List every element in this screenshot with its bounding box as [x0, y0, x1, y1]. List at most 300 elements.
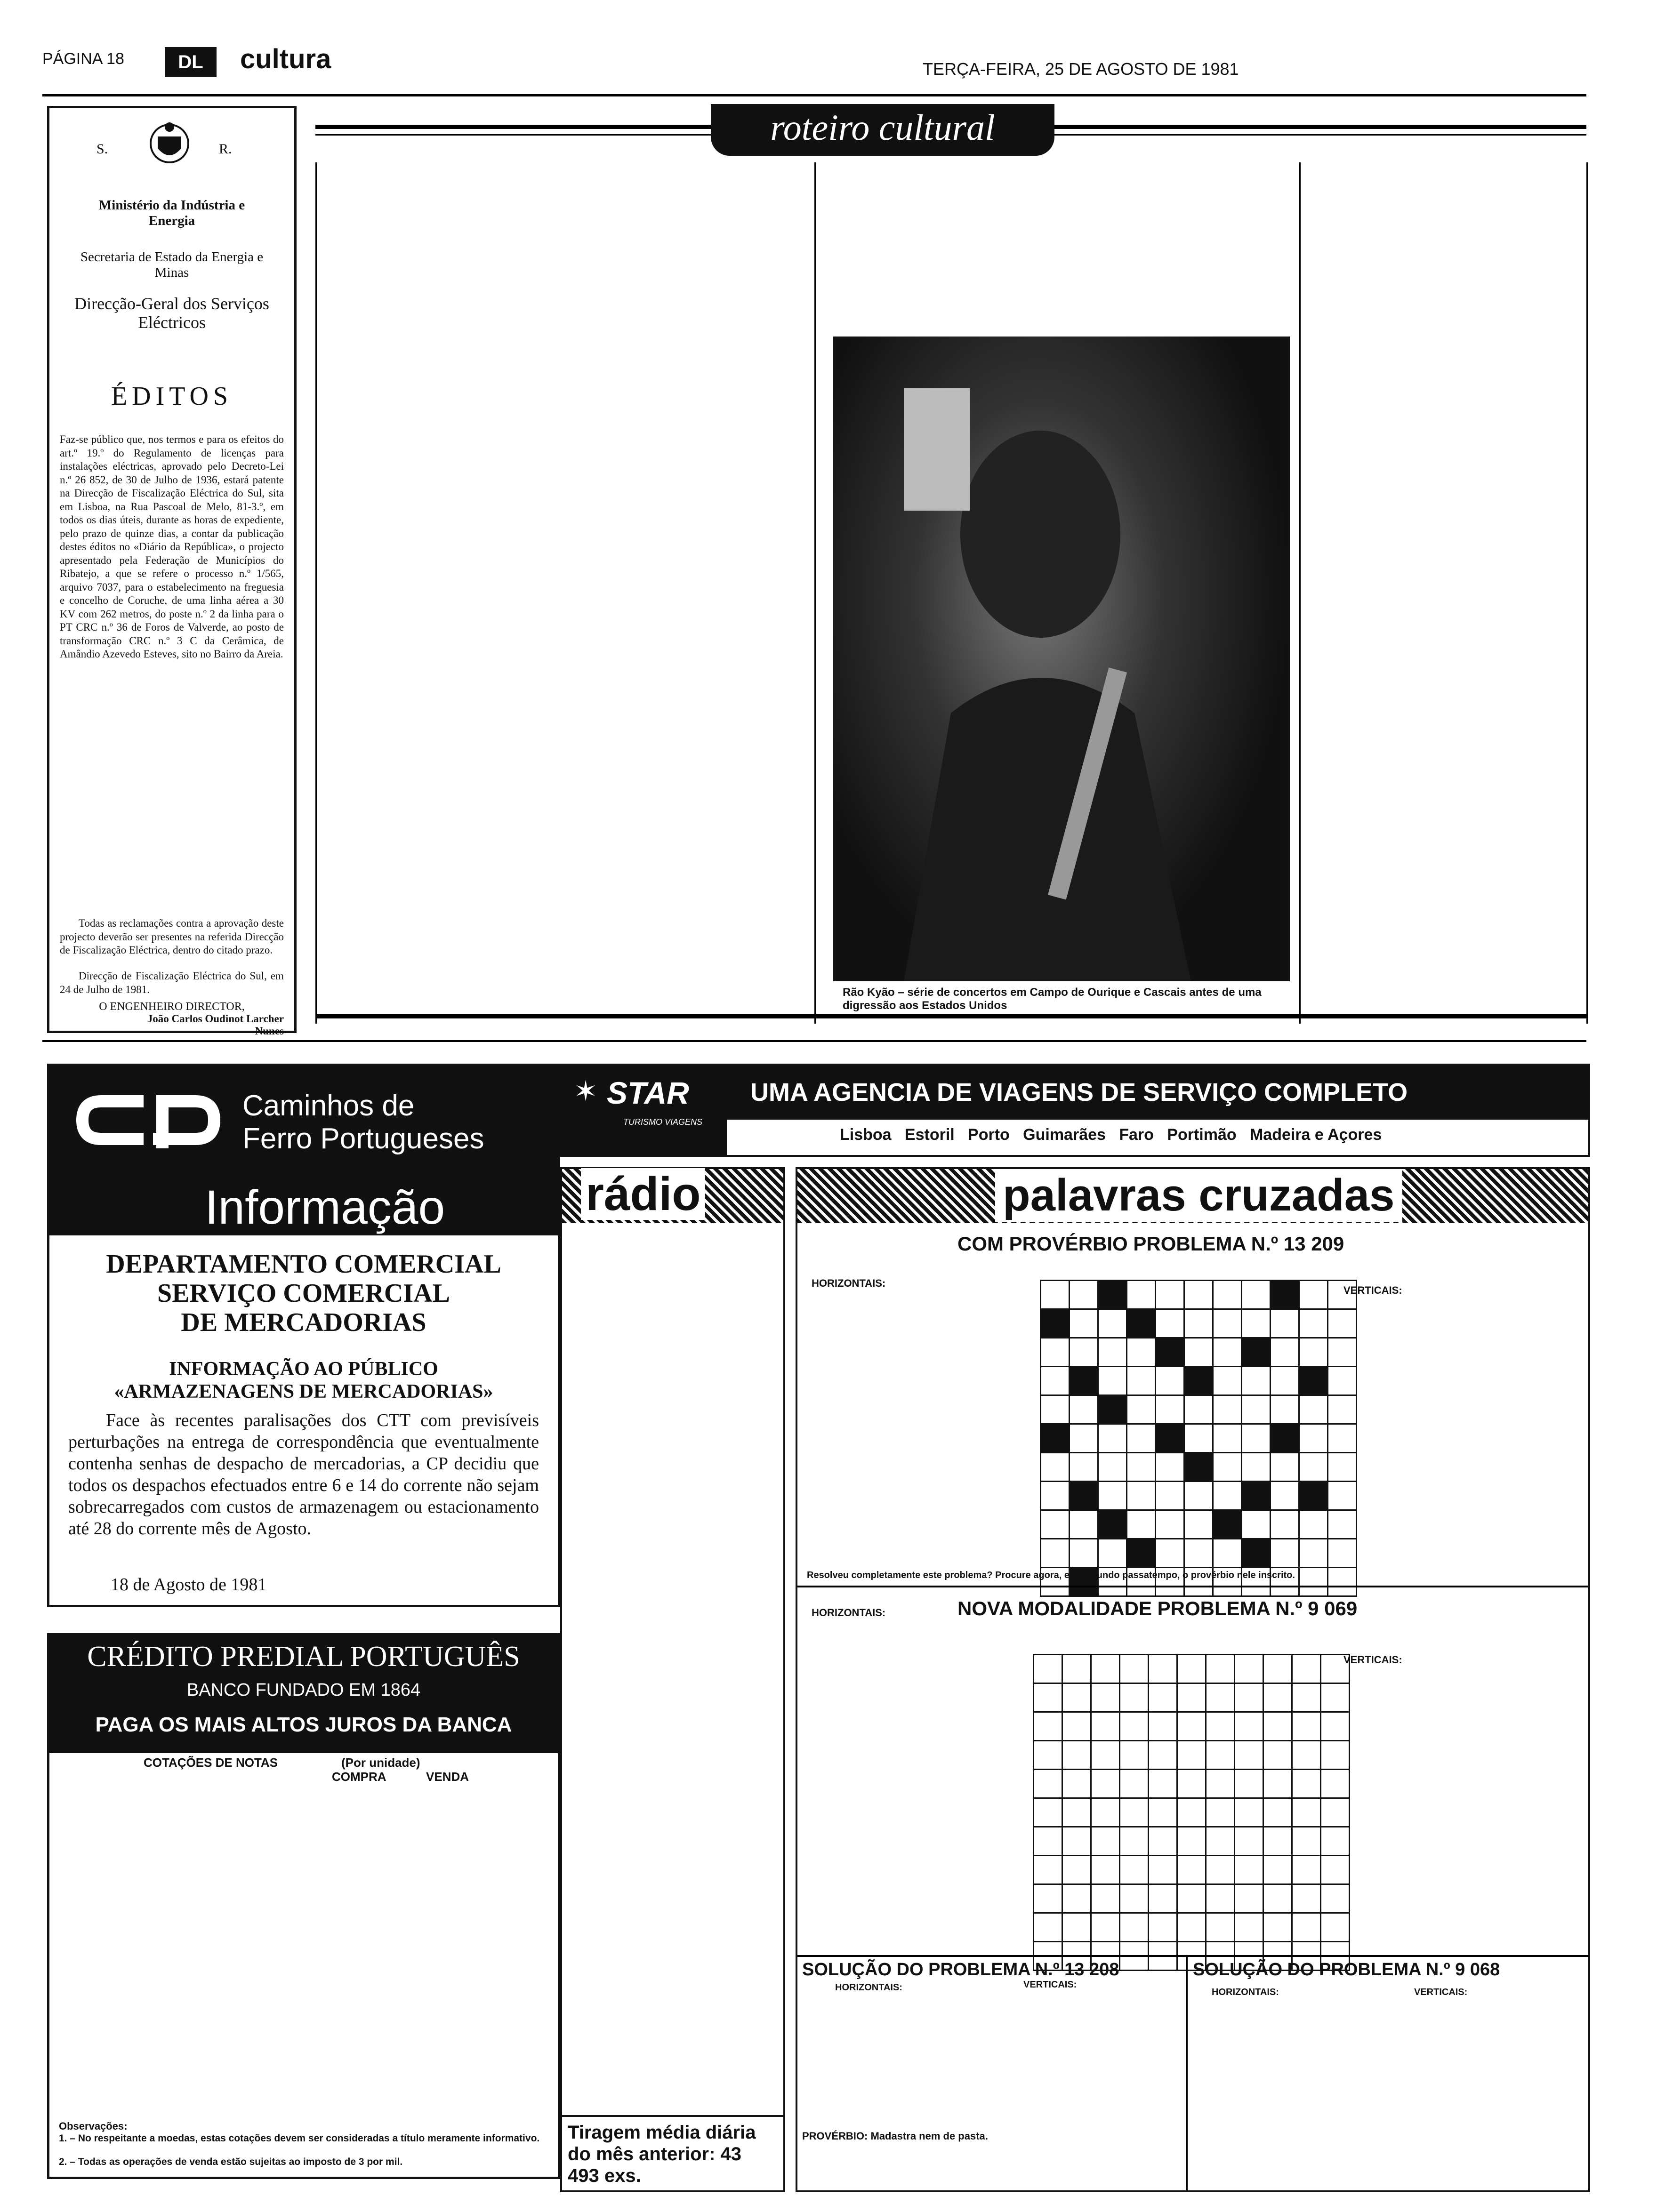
- rates-row: [59, 1871, 548, 1885]
- grid-cell: [1206, 1770, 1235, 1798]
- problem-1-horizontal-clues: [821, 1296, 1000, 1297]
- grid-cell: [1321, 1712, 1350, 1741]
- grid-cell: [1292, 1770, 1321, 1798]
- cp-dept-line-3: DE MERCADORIAS: [181, 1308, 426, 1337]
- grid-cell: [1299, 1309, 1328, 1338]
- grid-cell: [1062, 1770, 1091, 1798]
- grid-cell: [1149, 1856, 1177, 1884]
- grid-cell: [1321, 1827, 1350, 1856]
- grid-cell: [1098, 1424, 1127, 1453]
- rates-row: [59, 2068, 548, 2083]
- grid-cell: [1127, 1453, 1156, 1482]
- star-logo-sub: TURISMO VIAGENS: [623, 1117, 703, 1127]
- rao-kyao-photo: [833, 337, 1290, 981]
- grid-cell: [1263, 1712, 1292, 1741]
- grid-cell: [1034, 1655, 1062, 1683]
- grid-cell: [1098, 1309, 1127, 1338]
- bank-header: [49, 1635, 558, 1753]
- editos-box: [47, 106, 297, 1037]
- grid-cell: [1328, 1395, 1357, 1424]
- grid-cell: [1034, 1856, 1062, 1884]
- editos-body: Faz-se público que, nos termos e para os efeitos do art.º 19.º do Regulamento de licenças para instalações eléctricas, aprovado pelo Decreto-Lei n.º 26 852, de 30 de Julho de 1936, estará patente na Direcção de Fiscalização Eléctrica do Sul, sita em Lisboa, na Rua Pascoal de Melo, 81-3.º, em todos os dias úteis, durante as horas de expediente, pelo prazo de quinze dias, a contar da publicação destes éditos no «Diário da República», o projecto apresentado pela Federação de Municípios do Ribatejo, a que se refere o processo n.º 1/565, arquivo 7037, para o estabelecimento na freguesia e concelho de Coruche, de uma linha aérea a 30 KV com 262 metros, do poste n.º 2 da linha para o PT CRC n.º 36 de Foros de Valverde, ao posto de transformação CRC n.º 3 C da Cerâmica, de Amândio Azevedo Esteves, sito no Bairro da Areia.: [60, 433, 284, 660]
- radio-title: rádio: [581, 1168, 705, 1220]
- grid-cell: [1263, 1913, 1292, 1942]
- section-logo-icon: DL: [165, 47, 217, 77]
- rates-row: [59, 1899, 548, 1913]
- grid-cell: [1070, 1309, 1098, 1338]
- grid-cell: [1184, 1281, 1213, 1309]
- grid-cell: [1098, 1482, 1127, 1510]
- signer-title: O ENGENHEIRO DIRECTOR,: [99, 1001, 245, 1013]
- grid-cell: [1177, 1655, 1206, 1683]
- grid-cell: [1292, 1856, 1321, 1884]
- grid-cell: [1149, 1884, 1177, 1913]
- grid-cell: [1299, 1539, 1328, 1568]
- grid-cell: [1149, 1712, 1177, 1741]
- grid-cell: [1091, 1741, 1120, 1770]
- grid-cell: [1235, 1770, 1263, 1798]
- grid-cell: [1041, 1424, 1070, 1453]
- page-header: [42, 44, 1586, 80]
- grid-cell: [1299, 1424, 1328, 1453]
- cp-sub-line-2: «ARMAZENAGENS DE MERCADORIAS»: [114, 1381, 493, 1403]
- grid-cell: [1213, 1424, 1242, 1453]
- grid-cell: [1127, 1338, 1156, 1367]
- rates-row: [59, 1998, 548, 2012]
- grid-cell: [1062, 1683, 1091, 1712]
- solution-1-horizontal: [835, 1994, 986, 1995]
- grid-cell: [1041, 1482, 1070, 1510]
- grid-cell: [1070, 1281, 1098, 1309]
- grid-cell: [1321, 1884, 1350, 1913]
- s1-h-label: HORIZONTAIS:: [835, 1982, 902, 1993]
- problem-2-rule: [797, 1586, 1588, 1587]
- grid-cell: [1184, 1453, 1213, 1482]
- rates-row: [59, 1800, 548, 1814]
- grid-cell: [1184, 1482, 1213, 1510]
- grid-cell: [1041, 1539, 1070, 1568]
- grid-cell: [1149, 1770, 1177, 1798]
- p1-horizontais-label: HORIZONTAIS:: [812, 1277, 886, 1289]
- grid-cell: [1242, 1539, 1271, 1568]
- grid-cell: [1242, 1309, 1271, 1338]
- rates-note-2: 2. – Todas as operações de venda estão sujeitas ao imposto de 3 por mil.: [59, 2156, 403, 2167]
- crossword-title: palavras cruzadas: [995, 1169, 1402, 1222]
- grid-cell: [1041, 1338, 1070, 1367]
- page-number: PÁGINA 18: [42, 50, 124, 68]
- grid-cell: [1098, 1281, 1127, 1309]
- rates-row: [59, 2083, 548, 2097]
- grid-cell: [1034, 1741, 1062, 1770]
- rates-table-title: COTAÇÕES DE NOTAS: [144, 1755, 278, 1770]
- grid-cell: [1235, 1712, 1263, 1741]
- cp-sub-line-1: INFORMAÇÃO AO PÚBLICO: [169, 1358, 438, 1380]
- grid-cell: [1062, 1712, 1091, 1741]
- rates-row: [59, 2040, 548, 2054]
- grid-cell: [1034, 1770, 1062, 1798]
- problem-1-vertical-clues: [1343, 1303, 1579, 1304]
- grid-cell: [1070, 1482, 1098, 1510]
- grid-cell: [1242, 1510, 1271, 1539]
- grid-cell: [1120, 1827, 1149, 1856]
- grid-cell: [1242, 1395, 1271, 1424]
- grid-cell: [1062, 1655, 1091, 1683]
- grid-cell: [1328, 1281, 1357, 1309]
- grid-cell: [1149, 1741, 1177, 1770]
- solution-2-title: SOLUÇÃO DO PROBLEMA N.º 9 068: [1193, 1960, 1500, 1980]
- grid-cell: [1242, 1367, 1271, 1395]
- grid-cell: [1271, 1482, 1299, 1510]
- grid-cell: [1127, 1424, 1156, 1453]
- grid-cell: [1206, 1683, 1235, 1712]
- problem-2-title: NOVA MODALIDADE PROBLEMA N.º 9 069: [957, 1597, 1358, 1619]
- grid-cell: [1127, 1367, 1156, 1395]
- coat-of-arms-icon: [137, 118, 202, 169]
- grid-cell: [1098, 1367, 1127, 1395]
- star-logo-text: STAR: [607, 1075, 689, 1110]
- rates-note-1: 1. – No respeitante a moedas, estas cotações devem ser consideradas a título meramente informativo.: [59, 2133, 540, 2144]
- grid-cell: [1328, 1367, 1357, 1395]
- editos-claims: Todas as reclamações contra a aprovação deste projecto deverão ser presentes na referida Direcção de Fiscalização Eléctrica, dentro do citado prazo.: [60, 917, 284, 956]
- grid-cell: [1213, 1281, 1242, 1309]
- cp-banner: Informação: [205, 1180, 445, 1234]
- rates-row: [59, 1843, 548, 1857]
- grid-cell: [1328, 1453, 1357, 1482]
- grid-cell: [1292, 1683, 1321, 1712]
- p1-verticais-label: VERTICAIS:: [1343, 1284, 1402, 1296]
- grid-cell: [1156, 1338, 1184, 1367]
- grid-cell: [1263, 1856, 1292, 1884]
- rates-row: [59, 1927, 548, 1941]
- ministry-name: Ministério da Indústria e Energia: [98, 198, 245, 228]
- grid-cell: [1098, 1539, 1127, 1568]
- grid-cell: [1299, 1453, 1328, 1482]
- grid-cell: [1184, 1367, 1213, 1395]
- grid-cell: [1149, 1798, 1177, 1827]
- grid-cell: [1091, 1913, 1120, 1942]
- rates-row: [59, 2054, 548, 2068]
- grid-cell: [1120, 1683, 1149, 1712]
- grid-cell: [1034, 1884, 1062, 1913]
- star-logo-icon: ✶: [574, 1075, 598, 1107]
- rates-row: [59, 2026, 548, 2040]
- rates-col-buy: COMPRA: [332, 1770, 386, 1784]
- grid-cell: [1184, 1424, 1213, 1453]
- grid-cell: [1292, 1741, 1321, 1770]
- editos-title: ÉDITOS: [111, 382, 233, 411]
- grid-cell: [1062, 1913, 1091, 1942]
- grid-cell: [1091, 1655, 1120, 1683]
- rates-col-sell: VENDA: [426, 1770, 469, 1784]
- grid-cell: [1235, 1827, 1263, 1856]
- grid-cell: [1062, 1798, 1091, 1827]
- rates-notes-title: Observações:: [59, 2120, 128, 2132]
- grid-cell: [1242, 1453, 1271, 1482]
- grid-cell: [1120, 1712, 1149, 1741]
- bank-ad: [47, 1633, 560, 2179]
- grid-cell: [1213, 1453, 1242, 1482]
- grid-cell: [1299, 1482, 1328, 1510]
- rates-row: [59, 1984, 548, 1998]
- grid-cell: [1156, 1395, 1184, 1424]
- grid-cell: [1213, 1395, 1242, 1424]
- grid-cell: [1206, 1913, 1235, 1942]
- grid-cell: [1149, 1913, 1177, 1942]
- grid-cell: [1184, 1309, 1213, 1338]
- grid-cell: [1271, 1395, 1299, 1424]
- col-rule-3: [1299, 162, 1301, 1024]
- solution-2-horizontal: [1212, 1999, 1372, 2000]
- grid-cell: [1299, 1338, 1328, 1367]
- grid-cell: [1156, 1539, 1184, 1568]
- directorate-name: Direcção-Geral dos Serviços Eléctricos: [74, 294, 269, 332]
- grid-cell: [1127, 1281, 1156, 1309]
- grid-cell: [1062, 1856, 1091, 1884]
- grid-cell: [1206, 1827, 1235, 1856]
- s2-h-label: HORIZONTAIS:: [1212, 1987, 1279, 1997]
- grid-cell: [1098, 1453, 1127, 1482]
- problem-2-horizontal-clues: [812, 1630, 1000, 1631]
- grid-cell: [1098, 1395, 1127, 1424]
- grid-cell: [1292, 1913, 1321, 1942]
- grid-cell: [1184, 1510, 1213, 1539]
- grid-cell: [1177, 1741, 1206, 1770]
- problem-1-grid: [1040, 1280, 1357, 1597]
- grid-cell: [1156, 1281, 1184, 1309]
- grid-cell: [1235, 1884, 1263, 1913]
- grid-cell: [1235, 1655, 1263, 1683]
- star-ad: [560, 1064, 1590, 1157]
- grid-cell: [1091, 1798, 1120, 1827]
- grid-cell: [1292, 1712, 1321, 1741]
- cp-department: [49, 1250, 558, 1337]
- problem-2-grid: [1033, 1654, 1350, 1971]
- problem-1-title: COM PROVÉRBIO PROBLEMA N.º 13 209: [957, 1233, 1344, 1255]
- grid-cell: [1235, 1856, 1263, 1884]
- grid-cell: [1127, 1510, 1156, 1539]
- bank-founded: BANCO FUNDADO EM 1864: [186, 1680, 421, 1700]
- grid-cell: [1156, 1424, 1184, 1453]
- roteiro-section: [315, 106, 1586, 1042]
- grid-cell: [1120, 1655, 1149, 1683]
- grid-cell: [1299, 1367, 1328, 1395]
- grid-cell: [1271, 1424, 1299, 1453]
- grid-cell: [1321, 1913, 1350, 1942]
- photo-caption: Rão Kyão – série de concertos em Campo de Ourique e Cascais antes de uma digressão aos Estados Unidos: [843, 986, 1262, 1012]
- cp-ad: [47, 1064, 560, 1607]
- grid-cell: [1271, 1510, 1299, 1539]
- grid-cell: [1213, 1482, 1242, 1510]
- grid-cell: [1120, 1741, 1149, 1770]
- grid-cell: [1034, 1913, 1062, 1942]
- grid-cell: [1242, 1424, 1271, 1453]
- grid-cell: [1120, 1884, 1149, 1913]
- grid-cell: [1271, 1309, 1299, 1338]
- grid-cell: [1156, 1510, 1184, 1539]
- grid-cell: [1041, 1510, 1070, 1539]
- grid-cell: [1034, 1683, 1062, 1712]
- star-cities: Lisboa Estoril Porto Guimarães Faro Portimão Madeira e Açores: [840, 1126, 1382, 1144]
- grid-cell: [1034, 1798, 1062, 1827]
- grid-cell: [1091, 1884, 1120, 1913]
- grid-cell: [1070, 1424, 1098, 1453]
- bank-name: CRÉDITO PREDIAL PORTUGUÊS: [87, 1641, 520, 1673]
- grid-cell: [1292, 1827, 1321, 1856]
- rates-row: [59, 1885, 548, 1899]
- grid-cell: [1091, 1827, 1120, 1856]
- grid-cell: [1328, 1510, 1357, 1539]
- col-rule-1: [315, 162, 317, 1024]
- lower-section-rule: [42, 1040, 1586, 1042]
- grid-cell: [1041, 1281, 1070, 1309]
- rates-row: [59, 1970, 548, 1984]
- grid-cell: [1177, 1856, 1206, 1884]
- grid-cell: [1206, 1741, 1235, 1770]
- grid-cell: [1213, 1367, 1242, 1395]
- solution-2-vertical: [1414, 1999, 1574, 2000]
- emblem-left-letter: S.: [97, 141, 108, 157]
- cp-logo-icon: [73, 1092, 224, 1148]
- grid-cell: [1263, 1683, 1292, 1712]
- rates-table: [59, 1786, 548, 2111]
- grid-cell: [1177, 1884, 1206, 1913]
- star-logo: [562, 1066, 727, 1155]
- grid-cell: [1177, 1827, 1206, 1856]
- grid-cell: [1271, 1367, 1299, 1395]
- rates-row: [59, 1814, 548, 1828]
- crossword-section: [796, 1167, 1590, 2192]
- grid-cell: [1321, 1683, 1350, 1712]
- grid-cell: [1127, 1482, 1156, 1510]
- grid-cell: [1292, 1655, 1321, 1683]
- rates-row: [59, 1786, 548, 1800]
- problem-1-note: Resolveu completamente este problema? Procure agora, em segundo passatempo, o provérbio nele inscrito.: [807, 1570, 1295, 1580]
- solution-1-title: SOLUÇÃO DO PROBLEMA N.º 13 208: [802, 1960, 1119, 1980]
- rates-row: [59, 1913, 548, 1927]
- grid-cell: [1177, 1913, 1206, 1942]
- grid-cell: [1149, 1655, 1177, 1683]
- solutions-rule: [797, 1955, 1588, 1957]
- star-headline: UMA AGENCIA DE VIAGENS DE SERVIÇO COMPLETO: [750, 1078, 1408, 1106]
- grid-cell: [1127, 1395, 1156, 1424]
- grid-cell: [1321, 1798, 1350, 1827]
- grid-cell: [1263, 1770, 1292, 1798]
- grid-cell: [1271, 1539, 1299, 1568]
- grid-cell: [1041, 1309, 1070, 1338]
- grid-cell: [1062, 1884, 1091, 1913]
- grid-cell: [1120, 1798, 1149, 1827]
- grid-cell: [1041, 1453, 1070, 1482]
- grid-cell: [1213, 1539, 1242, 1568]
- grid-cell: [1213, 1510, 1242, 1539]
- solution-1-proverb: PROVÉRBIO: Madastra nem de pasta.: [802, 2130, 988, 2142]
- cp-company-name: Caminhos de Ferro Portugueses: [242, 1090, 484, 1155]
- grid-cell: [1091, 1856, 1120, 1884]
- s2-v-label: VERTICAIS:: [1414, 1987, 1468, 1997]
- grid-cell: [1235, 1683, 1263, 1712]
- cp-subtitle: [49, 1358, 558, 1403]
- grid-cell: [1156, 1482, 1184, 1510]
- grid-cell: [1292, 1798, 1321, 1827]
- secretariat-name: Secretaria de Estado da Energia e Minas: [80, 249, 264, 280]
- grid-cell: [1263, 1884, 1292, 1913]
- grid-cell: [1206, 1884, 1235, 1913]
- grid-cell: [1263, 1798, 1292, 1827]
- grid-cell: [1321, 1856, 1350, 1884]
- grid-cell: [1156, 1309, 1184, 1338]
- grid-cell: [1263, 1827, 1292, 1856]
- grid-cell: [1235, 1741, 1263, 1770]
- grid-cell: [1177, 1798, 1206, 1827]
- rates-row: [59, 1857, 548, 1871]
- grid-cell: [1184, 1395, 1213, 1424]
- radio-section: [560, 1167, 785, 2192]
- grid-cell: [1120, 1856, 1149, 1884]
- solutions-divider: [1186, 1955, 1188, 2190]
- grid-cell: [1149, 1827, 1177, 1856]
- grid-cell: [1070, 1338, 1098, 1367]
- grid-cell: [1321, 1770, 1350, 1798]
- grid-cell: [1034, 1712, 1062, 1741]
- grid-cell: [1213, 1309, 1242, 1338]
- problem-2-vertical-clues: [1343, 1673, 1579, 1674]
- grid-cell: [1041, 1367, 1070, 1395]
- grid-cell: [1062, 1827, 1091, 1856]
- grid-cell: [1091, 1770, 1120, 1798]
- grid-cell: [1091, 1712, 1120, 1741]
- roteiro-column-3: [833, 186, 1054, 327]
- grid-cell: [1299, 1510, 1328, 1539]
- cp-dept-line-1: DEPARTAMENTO COMERCIAL: [106, 1250, 501, 1279]
- grid-cell: [1177, 1683, 1206, 1712]
- grid-cell: [1328, 1424, 1357, 1453]
- grid-cell: [1091, 1683, 1120, 1712]
- grid-cell: [1184, 1539, 1213, 1568]
- bank-slogan: PAGA OS MAIS ALTOS JUROS DA BANCA: [95, 1713, 512, 1736]
- roteiro-column-4: [1078, 186, 1290, 327]
- grid-cell: [1070, 1367, 1098, 1395]
- grid-cell: [1098, 1510, 1127, 1539]
- emblem-right-letter: R.: [219, 141, 232, 157]
- s1-v-label: VERTICAIS:: [1023, 1980, 1077, 1990]
- grid-cell: [1206, 1856, 1235, 1884]
- rates-row: [59, 2012, 548, 2026]
- solution-1-vertical: [1023, 1991, 1174, 1992]
- grid-cell: [1271, 1453, 1299, 1482]
- rates-row: [59, 1956, 548, 1970]
- grid-cell: [1156, 1453, 1184, 1482]
- grid-cell: [1034, 1827, 1062, 1856]
- grid-cell: [1242, 1281, 1271, 1309]
- grid-cell: [1235, 1798, 1263, 1827]
- grid-cell: [1070, 1539, 1098, 1568]
- grid-cell: [1070, 1453, 1098, 1482]
- grid-cell: [1271, 1281, 1299, 1309]
- grid-cell: [1206, 1655, 1235, 1683]
- grid-cell: [1328, 1482, 1357, 1510]
- grid-cell: [1271, 1338, 1299, 1367]
- cp-ad-header: [49, 1066, 558, 1235]
- grid-cell: [1292, 1884, 1321, 1913]
- rates-unit: (Por unidade): [341, 1755, 420, 1770]
- grid-cell: [1149, 1683, 1177, 1712]
- rates-row: [59, 2097, 548, 2111]
- grid-cell: [1206, 1798, 1235, 1827]
- rates-row: [59, 1941, 548, 1956]
- roteiro-column-1: [330, 191, 539, 1010]
- roteiro-column-5: [1313, 200, 1539, 1019]
- grid-cell: [1120, 1770, 1149, 1798]
